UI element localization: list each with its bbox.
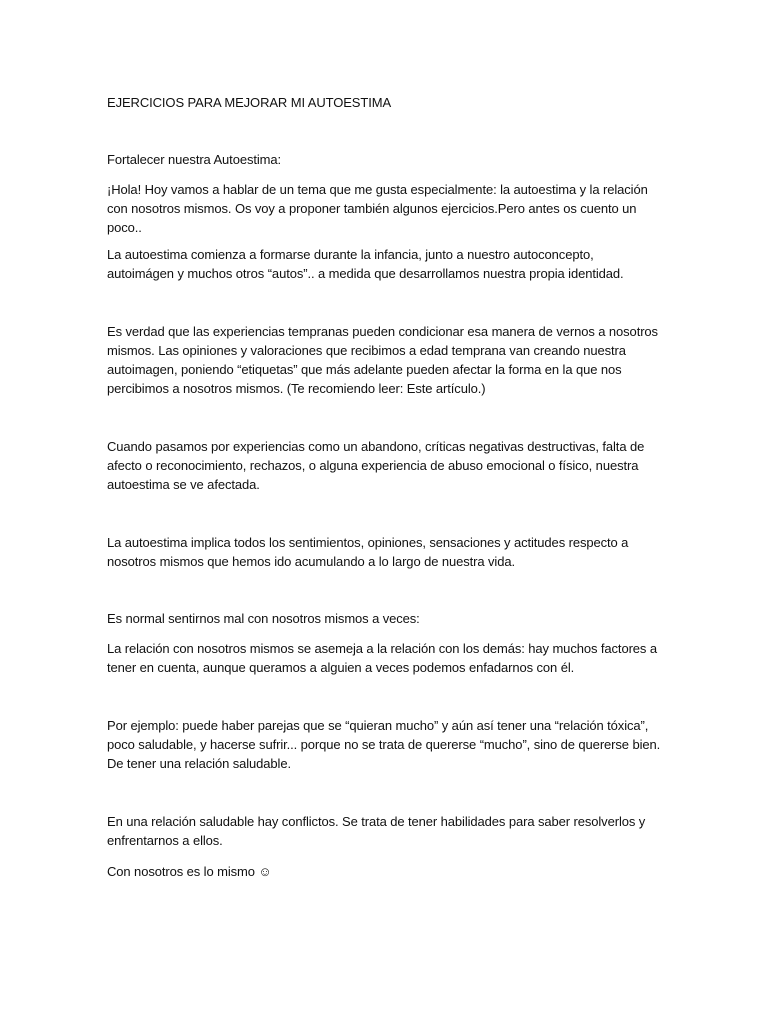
- paragraph-line: autoimagen, poniendo “etiquetas” que más adelante pueden afectar la forma en la que nos: [107, 362, 622, 377]
- paragraph-line: afecto o reconocimiento, rechazos, o alguna experiencia de abuso emocional o físico, nuestra: [107, 458, 639, 473]
- paragraph-line: Es verdad que las experiencias tempranas pueden condicionar esa manera de vernos a nosotros: [107, 324, 658, 339]
- paragraph-line: De tener una relación saludable.: [107, 756, 291, 771]
- paragraph-line: ¡Hola! Hoy vamos a hablar de un tema que me gusta especialmente: la autoestima y la relación: [107, 182, 648, 197]
- paragraph-line: autoestima se ve afectada.: [107, 477, 260, 492]
- paragraph-line: tener en cuenta, aunque queramos a alguien a veces podemos enfadarnos con él.: [107, 660, 575, 675]
- paragraph-line: autoimágen y muchos otros “autos”.. a medida que desarrollamos nuestra propia identidad.: [107, 266, 624, 281]
- paragraph-line: poco..: [107, 220, 142, 235]
- paragraph-line: La autoestima implica todos los sentimientos, opiniones, sensaciones y actitudes respecto a: [107, 535, 629, 550]
- paragraph-line: percibimos a nosotros mismos. (Te recomiendo leer: Este artículo.): [107, 381, 486, 396]
- heading-strengthen: Fortalecer nuestra Autoestima:: [107, 152, 282, 167]
- paragraph-line: poco saludable, y hacerse sufrir... porque no se trata de quererse “mucho”, sino de quererse bien.: [107, 737, 661, 752]
- paragraph-line: mismos. Las opiniones y valoraciones que recibimos a edad temprana van creando nuestra: [107, 343, 626, 358]
- paragraph-line: Por ejemplo: puede haber parejas que se “quieran mucho” y aún así tener una “relación tóxica”,: [107, 718, 649, 733]
- document-title: EJERCICIOS PARA MEJORAR MI AUTOESTIMA: [107, 95, 392, 110]
- paragraph-line: La autoestima comienza a formarse durante la infancia, junto a nuestro autoconcepto,: [107, 247, 594, 262]
- closing-line: Con nosotros es lo mismo ☺: [107, 864, 272, 879]
- heading-normal: Es normal sentirnos mal con nosotros mismos a veces:: [107, 611, 420, 626]
- paragraph-line: con nosotros mismos. Os voy a proponer también algunos ejercicios.Pero antes os cuento un: [107, 201, 637, 216]
- paragraph-line: La relación con nosotros mismos se asemeja a la relación con los demás: hay muchos factores a: [107, 641, 657, 656]
- paragraph-line: enfrentarnos a ellos.: [107, 833, 223, 848]
- paragraph-line: Cuando pasamos por experiencias como un abandono, críticas negativas destructivas, falta de: [107, 439, 645, 454]
- paragraph-line: nosotros mismos que hemos ido acumulando a lo largo de nuestra vida.: [107, 554, 515, 569]
- paragraph-line: En una relación saludable hay conflictos. Se trata de tener habilidades para saber resolverlos y: [107, 814, 646, 829]
